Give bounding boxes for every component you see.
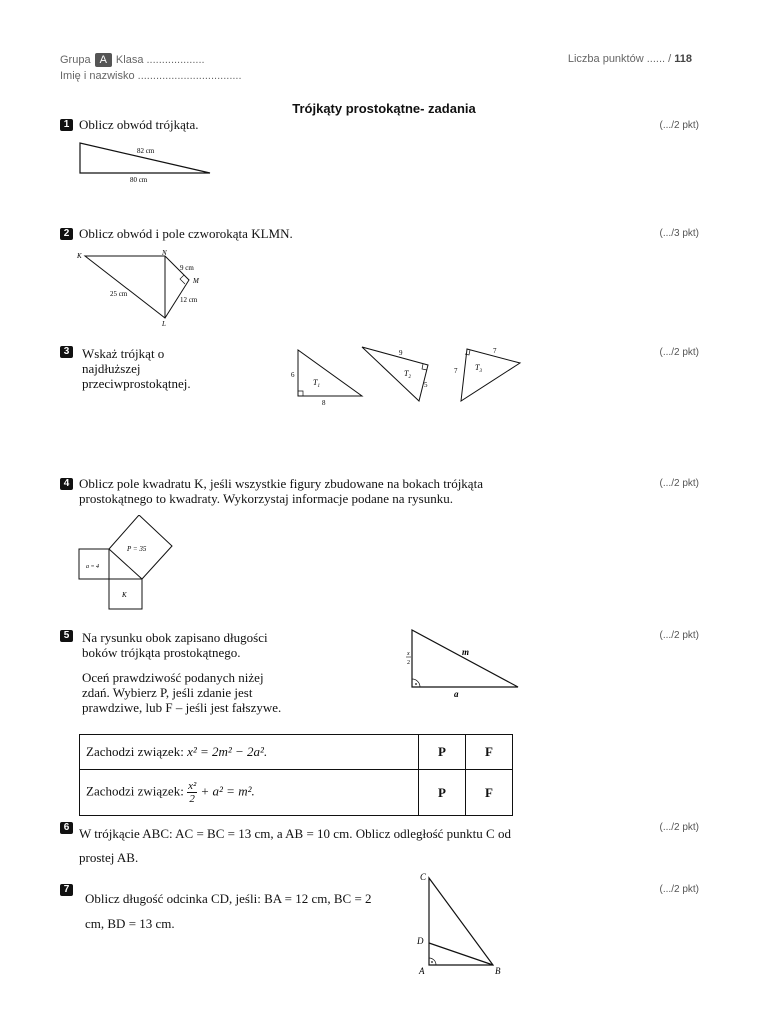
question-1-figure xyxy=(75,138,220,186)
question-7-figure xyxy=(410,868,510,980)
question-7-line-1: Oblicz długość odcinka CD, jeśli: BA = 12 cm, BC = 2 xyxy=(85,891,372,906)
leg-numerator-x: x xyxy=(407,651,410,657)
name-label: Imię i nazwisko .................................. xyxy=(60,70,242,82)
vertex-m: M xyxy=(193,277,199,285)
question-4-line-1: Oblicz pole kwadratu K, jeśli wszystkie figury zbudowane na bokach trójkąta xyxy=(79,476,483,491)
question-6-line-1: W trójkącie ABC: AC = BC = 13 cm, a AB = 10 cm. Oblicz odległość punktu C od xyxy=(79,826,511,841)
statement-2-prefix: Zachodzi związek: xyxy=(86,783,184,799)
statement-2-formula: + a² = m². xyxy=(200,783,255,799)
hyp-label-m: m xyxy=(462,647,470,657)
triangle-t2 xyxy=(362,347,428,401)
question-5-line-2: boków trójkąta prostokątnego. xyxy=(82,645,241,660)
right-angle-m xyxy=(180,275,185,284)
t3-right-angle xyxy=(465,350,470,355)
question-7-line-2: cm, BD = 13 cm. xyxy=(85,916,175,931)
question-6-line-2: prostej AB. xyxy=(79,850,139,865)
segment-db xyxy=(429,943,493,965)
t1-subscript: 1 xyxy=(317,384,320,389)
question-3-line-3: przeciwprostokątnej. xyxy=(82,376,191,391)
kl-length: 25 cm xyxy=(110,290,128,298)
triangle-t3 xyxy=(461,349,520,401)
t3-side-b: 7 xyxy=(454,367,458,375)
statement-1-formula: x² = 2m² − 2a². xyxy=(187,744,268,759)
question-5-line-1: Na rysunku obok zapisano długości xyxy=(82,630,268,645)
t3-subscript: 3 xyxy=(479,369,482,374)
question-number-1: 1 xyxy=(60,119,73,131)
vertex-l: L xyxy=(162,320,166,328)
question-3-figure xyxy=(285,343,530,408)
t2-side-b: 5 xyxy=(424,381,428,389)
group-badge: A xyxy=(95,53,112,67)
triangle-shape xyxy=(412,630,518,687)
group-row xyxy=(60,53,205,67)
answer-p-2[interactable]: P xyxy=(419,770,466,816)
t1-letter: T xyxy=(313,378,318,387)
statement-1-prefix: Zachodzi związek: xyxy=(86,744,184,759)
question-5-points: (.../2 pkt) xyxy=(659,630,699,641)
question-number-3: 3 xyxy=(60,346,73,358)
points-total: 118 xyxy=(674,53,692,65)
question-3-line-2: najdłuższej xyxy=(82,361,141,376)
class-label: Klasa ................... xyxy=(115,54,205,66)
t1-right-angle xyxy=(298,391,303,396)
base-label-a: a xyxy=(454,689,459,699)
question-1-points: (.../2 pkt) xyxy=(659,120,699,131)
vertex-c: C xyxy=(420,872,427,882)
question-6-points: (.../2 pkt) xyxy=(659,822,699,833)
nm-length: 9 cm xyxy=(180,264,194,272)
t3-label xyxy=(475,363,482,374)
vertex-b: B xyxy=(495,966,501,976)
question-number-5: 5 xyxy=(60,630,73,642)
vertex-k: K xyxy=(77,252,82,260)
right-angle-arc xyxy=(412,679,420,687)
true-false-table xyxy=(79,734,513,816)
answer-f-2[interactable]: F xyxy=(466,770,513,816)
t2-side-a: 9 xyxy=(399,349,403,357)
question-number-6: 6 xyxy=(60,822,73,834)
table-row xyxy=(80,735,513,770)
question-2-points: (.../3 pkt) xyxy=(659,228,699,239)
t3-letter: T xyxy=(475,363,480,372)
question-7-points: (.../2 pkt) xyxy=(659,884,699,895)
t1-side-b: 8 xyxy=(322,399,326,407)
hyp-label: 82 cm xyxy=(137,147,155,155)
triangle-abc xyxy=(429,878,493,965)
group-label: Grupa xyxy=(60,54,91,66)
answer-f-1[interactable]: F xyxy=(466,735,513,770)
square-a-label: a = 4 xyxy=(86,564,100,570)
question-4-line-2: prostokątnego to kwadraty. Wykorzystaj informacje podane na rysunku. xyxy=(79,491,453,506)
points-summary xyxy=(568,53,692,65)
fraction-denominator: 2 xyxy=(189,793,195,805)
t2-label xyxy=(404,369,411,380)
answer-p-1[interactable]: P xyxy=(419,735,466,770)
statement-2 xyxy=(80,770,419,816)
question-3-line-1: Wskaż trójkąt o xyxy=(82,346,165,361)
ml-length: 12 cm xyxy=(180,296,198,304)
point-d: D xyxy=(417,936,424,946)
t1-side-a: 6 xyxy=(291,371,295,379)
right-angle-dot xyxy=(415,683,417,685)
question-5-line-5: prawdziwe, lub F – jeśli jest fałszywe. xyxy=(82,700,282,715)
vertex-n: N xyxy=(162,249,167,257)
base-label: 80 cm xyxy=(130,176,148,184)
question-number-7: 7 xyxy=(60,884,73,896)
question-5-line-4: zdań. Wybierz P, jeśli zdanie jest xyxy=(82,685,253,700)
question-4-figure xyxy=(75,515,185,615)
question-5-line-3: Oceń prawdziwość podanych niżej xyxy=(82,670,264,685)
question-4-text xyxy=(79,476,483,506)
question-4-points: (.../2 pkt) xyxy=(659,478,699,489)
vertex-a: A xyxy=(419,966,425,976)
fraction-numerator: x² xyxy=(188,780,197,792)
question-3-points: (.../2 pkt) xyxy=(659,347,699,358)
statement-1 xyxy=(80,735,419,770)
right-angle-dot xyxy=(431,961,433,963)
square-k-label: K xyxy=(122,591,127,599)
question-5-text-a xyxy=(82,630,268,660)
square-p-label: P = 35 xyxy=(127,545,147,553)
question-3-text xyxy=(82,346,191,391)
question-number-2: 2 xyxy=(60,228,73,240)
t2-letter: T xyxy=(404,369,409,378)
question-2-figure xyxy=(72,248,222,330)
points-label: Liczba punktów ...... / xyxy=(567,53,672,65)
quad-shape xyxy=(85,256,189,318)
page-title: Trójkąty prostokątne- zadania xyxy=(292,101,476,116)
question-number-4: 4 xyxy=(60,478,73,490)
triangle-t1 xyxy=(298,350,362,396)
question-2-text: Oblicz obwód i pole czworokąta KLMN. xyxy=(79,226,293,241)
leg-denominator-2: 2 xyxy=(407,660,410,666)
t3-side-a: 7 xyxy=(493,347,497,355)
t2-subscript: 2 xyxy=(408,375,411,380)
question-5-text-b xyxy=(82,670,281,715)
question-5-figure xyxy=(398,625,523,700)
table-row xyxy=(80,770,513,816)
question-1-text: Oblicz obwód trójkąta. xyxy=(79,117,199,132)
t1-label xyxy=(313,378,320,389)
statement-2-fraction xyxy=(187,780,197,805)
